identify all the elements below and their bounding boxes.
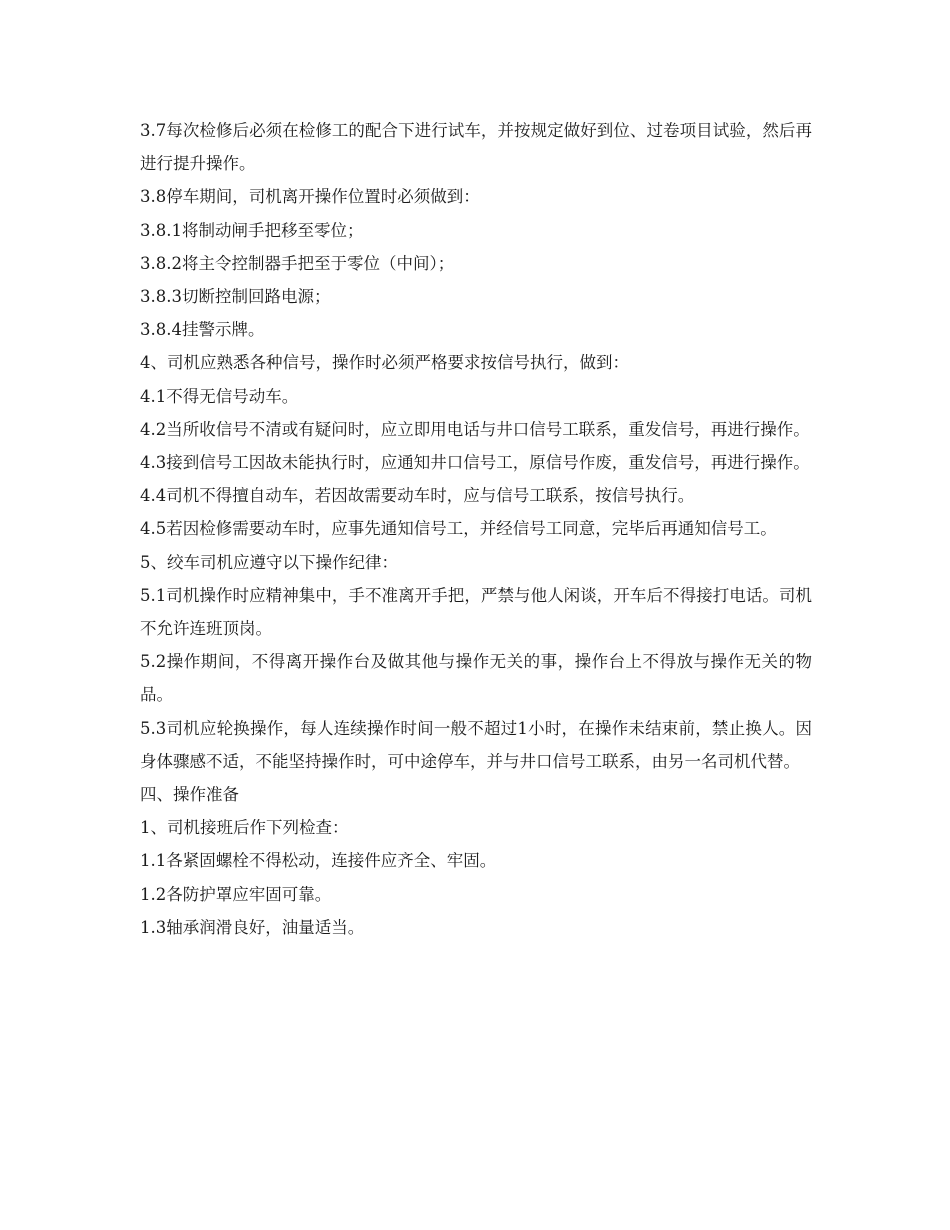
- document-body: [140, 114, 812, 944]
- paragraph-3-7: 3.7每次检修后必须在检修工的配合下进行试车，并按规定做好到位、过卷项目试验，然后再进行提升操作。: [140, 121, 812, 174]
- paragraph-3-8-1: 3.8.1将制动闸手把移至零位；: [140, 220, 364, 240]
- section-1-heading: 1、司机接班后作下列检查：: [140, 818, 349, 838]
- paragraph-3-8: 3.8停车期间，司机离开操作位置时必须做到：: [140, 187, 480, 207]
- paragraph-5-2: 5.2操作期间，不得离开操作台及做其他与操作无关的事，操作台上不得放与操作无关的物品。: [140, 652, 812, 705]
- paragraph-1-1: 1.1各紧固螺栓不得松动，连接件应齐全、牢固。: [140, 851, 497, 871]
- paragraph-5-1: 5.1司机操作时应精神集中，手不准离开手把，严禁与他人闲谈，开车后不得接打电话。司机不允许连班顶岗。: [140, 585, 812, 639]
- paragraph-4-1: 4.1不得无信号动车。: [140, 386, 299, 406]
- paragraph-5-3: 5.3司机应轮换操作，每人连续操作时间一般不超过1小时，在操作未结束前，禁止换人。因身体骤感不适，不能坚持操作时，可中途停车，并与井口信号工联系，由另一名司机代替。: [140, 718, 812, 771]
- paragraph-1-2: 1.2各防护罩应牢固可靠。: [140, 884, 332, 904]
- paragraph-1-3: 1.3轴承润滑良好，油量适当。: [140, 917, 365, 937]
- section-5-heading: 5、绞车司机应遵守以下操作纪律：: [140, 552, 398, 572]
- paragraph-4-3: 4.3接到信号工因故未能执行时，应通知井口信号工，原信号作废，重发信号，再进行操作。: [140, 453, 810, 473]
- chapter-4-heading: 四、操作准备: [140, 785, 239, 805]
- section-4-heading: 4、司机应熟悉各种信号，操作时必须严格要求按信号执行，做到：: [140, 353, 629, 373]
- paragraph-3-8-4: 3.8.4挂警示牌。: [140, 320, 265, 340]
- paragraph-3-8-2: 3.8.2将主令控制器手把至于零位（中间）；: [140, 253, 455, 273]
- paragraph-3-8-3: 3.8.3切断控制回路电源；: [140, 287, 331, 307]
- paragraph-4-4: 4.4司机不得擅自动车，若因故需要动车时，应与信号工联系，按信号执行。: [140, 486, 695, 506]
- paragraph-4-5: 4.5若因检修需要动车时，应事先通知信号工，并经信号工同意，完毕后再通知信号工。: [140, 519, 777, 539]
- paragraph-4-2: 4.2当所收信号不清或有疑问时，应立即用电话与井口信号工联系，重发信号，再进行操作。: [140, 419, 810, 439]
